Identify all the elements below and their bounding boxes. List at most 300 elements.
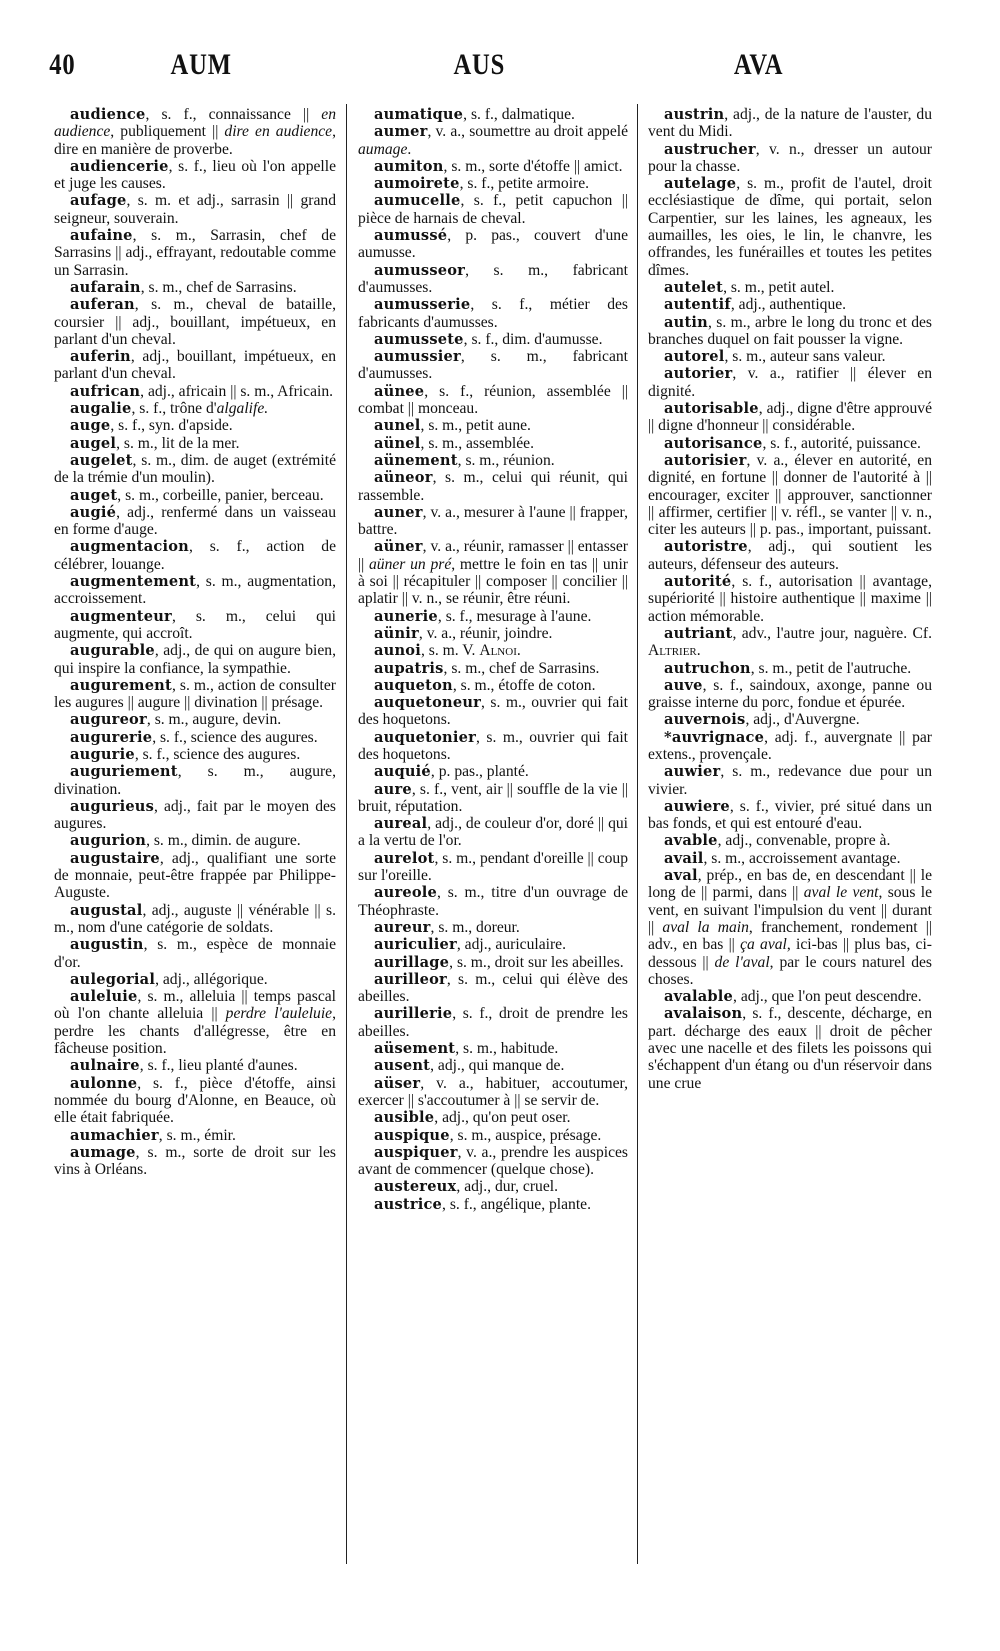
- definition-text: , adj., renfermé dans un vaisseau en forme d'auge.: [54, 503, 336, 539]
- definition-text: , s. m., ouvrier qui fait des hoquetons.: [358, 728, 628, 763]
- dictionary-entry: [358, 763, 628, 780]
- headword: ausible: [374, 1109, 435, 1127]
- definition-text: , s. f., trône d': [131, 400, 217, 418]
- definition-text: , s. m., celui qui élève des abeilles.: [358, 970, 628, 1006]
- headword: auget: [70, 486, 118, 504]
- small-caps-ref: Altrier: [648, 642, 697, 660]
- definition-text: , s. m., profit de l'autel, droit ecclésiastique de dîme, qui portait, selon Carpentier, sur les laines, les agneaux, les aumailles, les oies, le lin, le chanvre, les offrandes, les funérailles et toutes les petites dîmes.: [648, 175, 932, 279]
- definition-text: , p. pas., planté.: [430, 763, 529, 781]
- definition-text: , v. a., élever en autorité, en dignité, en fortune || donner de l'autorité à || encourager, exciter || approuver, sanctionner || affirmer, certifier || v. réfl., se vanter || v. n., citer les auteurs || p. pas., important, puissant.: [648, 451, 932, 539]
- dictionary-entry: [54, 192, 336, 227]
- dictionary-entry: [358, 331, 628, 348]
- definition-text: , s. m., celui qui augmente, qui accroît.: [54, 607, 336, 642]
- definition-text: , s. f., réunion, assemblée || combat || monceau.: [358, 382, 628, 418]
- dictionary-entry: [54, 158, 336, 193]
- dictionary-entry: [54, 487, 336, 504]
- definition-text: , adj. f., auvergnate || par extens., provençale.: [648, 728, 932, 763]
- page-number: 40: [49, 48, 76, 81]
- headword: auge: [70, 417, 111, 435]
- dictionary-entry: [648, 175, 932, 279]
- dictionary-entry: [358, 348, 628, 383]
- definition-text: , adj., convenable, propre à.: [717, 832, 891, 850]
- headword: aüneor: [374, 469, 433, 487]
- definition-text: , s. m., fabricant d'aumusses.: [358, 348, 628, 383]
- headword: autruchon: [664, 659, 751, 677]
- italic-phrase: perdre l'auleluie: [225, 1005, 333, 1023]
- column-divider: [637, 104, 638, 1564]
- dictionary-entry: [648, 348, 932, 365]
- definition-text: , s. f., droit de prendre les abeilles.: [358, 1005, 628, 1040]
- headword: augurement: [70, 676, 172, 694]
- dictionary-entry: [54, 417, 336, 434]
- headword: audiencerie: [70, 157, 169, 175]
- headword: aulegorial: [70, 970, 156, 988]
- definition-text: , s. m., augure, devin.: [146, 711, 282, 729]
- headword: aumussé: [374, 227, 448, 245]
- dictionary-entry: [358, 815, 628, 850]
- headword: aupatris: [374, 659, 444, 677]
- dictionary-entry: [358, 296, 628, 331]
- dictionary-entry: [358, 1005, 628, 1040]
- headword: augurieus: [70, 797, 155, 815]
- dictionary-entry: [54, 573, 336, 608]
- definition-text: , adj., qu'on peut oser.: [434, 1109, 571, 1127]
- dictionary-entry: [54, 850, 336, 902]
- headword: aunel: [374, 417, 421, 435]
- dictionary-entry: [648, 867, 932, 988]
- headword: auquié: [374, 763, 431, 781]
- definition-text: , s. m., réunion.: [457, 451, 555, 469]
- headword: autorité: [664, 573, 732, 591]
- headword: aure: [374, 780, 412, 798]
- dictionary-entry: [54, 936, 336, 971]
- definition-text: , s. f., descente, décharge, en part. décharge des eaux || droit de pêcher avec une nacelle et des filets les poissons qui s'échappent d'un étang ou d'un réservoir dans une crue: [648, 1005, 932, 1092]
- definition-text: , adj., qui manque de.: [430, 1057, 565, 1075]
- headword: austrin: [664, 106, 725, 123]
- headword: autelet: [664, 278, 724, 296]
- definition-text: , s. f., saindoux, axonge, panne ou graisse interne du porc, fondue et épurée.: [648, 676, 932, 712]
- header-right-guideword: AVA: [733, 48, 784, 81]
- header-middle-guideword: AUS: [453, 48, 506, 81]
- headword: aumusserie: [374, 296, 471, 314]
- dictionary-entry: [54, 227, 336, 279]
- definition-text: , adj., qui soutient les auteurs, défenseur des auteurs.: [648, 538, 932, 573]
- dictionary-entry: [648, 279, 932, 296]
- dictionary-entry: [648, 763, 932, 798]
- headword: avalaison: [664, 1005, 743, 1023]
- headword: aulonne: [70, 1074, 138, 1092]
- definition-text: , s. m., habitude.: [455, 1040, 559, 1058]
- dictionary-entry: [358, 1040, 628, 1057]
- headword: auriculier: [374, 936, 457, 954]
- dictionary-entry: [54, 971, 336, 988]
- headword: aumer: [374, 123, 428, 141]
- definition-text: , adj., africain || s. m., Africain.: [140, 382, 334, 400]
- headword: aurillerie: [374, 1005, 453, 1023]
- dictionary-entry: [54, 504, 336, 539]
- column-divider: [346, 104, 347, 1564]
- dictionary-entry: [54, 711, 336, 728]
- dictionary-entry: [648, 141, 932, 176]
- headword: auleluie: [70, 988, 138, 1006]
- headword: autoristre: [664, 538, 748, 556]
- column-middle: [358, 106, 628, 1213]
- headword: auguriement: [70, 763, 178, 781]
- headword: augmentacion: [70, 538, 189, 556]
- dictionary-entry: [648, 711, 932, 728]
- headword: avail: [664, 849, 704, 867]
- dictionary-entry: [648, 296, 932, 313]
- definition-text: , v. n., dresser un autour pour la chasse.: [648, 140, 932, 175]
- definition-text: , s. f., autorisation || avantage, supériorité || histoire authentique || maxime || action mémorable.: [648, 573, 932, 625]
- definition-text: , s. m., petit autel.: [723, 278, 835, 296]
- dictionary-entry: [54, 677, 336, 712]
- dictionary-entry: [358, 262, 628, 297]
- headword: augustin: [70, 936, 144, 954]
- definition-text: , s. m., corbeille, panier, berceau.: [117, 486, 324, 504]
- dictionary-entry: [648, 625, 932, 660]
- definition-text: , s. m., lit de la mer.: [116, 434, 240, 452]
- dictionary-entry: [358, 1075, 628, 1110]
- headword: aünement: [374, 451, 458, 469]
- dictionary-entry: [54, 1127, 336, 1144]
- headword: autorier: [664, 365, 733, 383]
- italic-phrase: dire en audience: [224, 123, 333, 141]
- headword: aüser: [374, 1074, 421, 1092]
- column-left: [54, 106, 336, 1178]
- headword: augurion: [70, 832, 147, 850]
- headword: autin: [664, 313, 708, 331]
- headword: augié: [70, 503, 117, 521]
- definition-text: , s. m., alleluia || temps pascal où l'on chante alleluia ||: [54, 988, 336, 1023]
- headword: audience: [70, 106, 146, 123]
- definition-text: , s. f., métier des fabricants d'aumusses.: [358, 296, 628, 331]
- headword: aumiton: [374, 157, 444, 175]
- headword: aunoi: [374, 642, 421, 660]
- definition-text: , s. m., celui qui réunit, qui rassemble.: [358, 469, 628, 504]
- headword: augmentement: [70, 573, 197, 591]
- definition-text: , s. m., étoffe de coton.: [452, 676, 596, 694]
- headword: aufarain: [70, 278, 141, 296]
- definition-text: , s. f., pièce d'étoffe, ainsi nommée du bourg d'Alonne, en Beauce, où elle était fabriquée.: [54, 1074, 336, 1127]
- definition-text: , s. f., vent, air || souffle de la vie || bruit, réputation.: [358, 780, 628, 815]
- definition-text: , s. m., assemblée.: [420, 434, 534, 452]
- dictionary-entry: [358, 694, 628, 729]
- dictionary-entry: [358, 538, 628, 607]
- definition-text: , s. m., pendant d'oreille || coup sur l'oreille.: [358, 849, 629, 885]
- definition-text: , adj., qualifiant une sorte de monnaie, peut-être frappée par Philippe-Auguste.: [54, 849, 336, 902]
- dictionary-entry: [358, 106, 628, 123]
- headword: autorel: [664, 348, 725, 366]
- headword: aurilleor: [374, 970, 447, 988]
- definition-text: , s. f., science des augures.: [134, 745, 301, 763]
- definition-text: .: [516, 642, 521, 660]
- dictionary-entry: [358, 1057, 628, 1074]
- definition-text: , s. m., cheval de bataille, coursier || adj., bouillant, impétueux, en parlant d'un cheval.: [54, 296, 336, 348]
- headword: auquetoneur: [374, 694, 482, 712]
- dictionary-entry: [358, 123, 628, 158]
- dictionary-entry: [648, 660, 932, 677]
- dictionary-entry: [358, 227, 628, 262]
- headword: austereux: [374, 1178, 457, 1196]
- dictionary-entry: [54, 296, 336, 348]
- dictionary-entry: [358, 971, 628, 1006]
- dictionary-entry: [358, 660, 628, 677]
- definition-text: , v. a., mesurer à l'aune || frapper, battre.: [358, 503, 628, 539]
- headword: auwier: [664, 763, 721, 781]
- definition-text: , s. m., redevance due pour un vivier.: [648, 763, 932, 798]
- definition-text: , adj., bouillant, impétueux, en parlant d'un cheval.: [54, 348, 336, 383]
- headword: *auvrignace: [664, 728, 765, 746]
- running-header: [0, 48, 820, 88]
- headword: ausent: [374, 1057, 431, 1075]
- headword: aureal: [374, 815, 428, 833]
- dictionary-entry: [54, 435, 336, 452]
- headword: aüner: [374, 538, 423, 556]
- dictionary-entry: [358, 1196, 628, 1213]
- headword: aünir: [374, 624, 419, 642]
- headword: aval: [664, 867, 698, 885]
- dictionary-entry: [358, 936, 628, 953]
- dictionary-entry: [54, 1075, 336, 1127]
- dictionary-entry: [358, 435, 628, 452]
- dictionary-entry: [54, 832, 336, 849]
- definition-text: , adj., allégorique.: [155, 970, 268, 988]
- headword: austrucher: [664, 140, 756, 158]
- definition-text: , ici-bas || plus bas, ci-dessous ||: [648, 936, 932, 971]
- headword: auferan: [70, 296, 135, 314]
- headword: aumatique: [374, 106, 464, 123]
- definition-text: , v. a., soumettre au droit appelé: [427, 123, 628, 141]
- definition-text: , franchement, rondement || adv., en bas ||: [648, 918, 932, 954]
- headword: auvernois: [664, 711, 746, 729]
- dictionary-entry: [54, 642, 336, 677]
- headword: augurie: [70, 745, 135, 763]
- dictionary-entry: [358, 175, 628, 192]
- italic-phrase: en audience: [54, 106, 336, 141]
- dictionary-entry: [358, 884, 628, 919]
- italic-phrase: aval la main: [662, 918, 749, 936]
- definition-text: , adj., dur, cruel.: [456, 1178, 558, 1196]
- headword: augurerie: [70, 728, 153, 746]
- headword: aumucelle: [374, 192, 461, 210]
- headword: aumussete: [374, 330, 464, 348]
- dictionary-entry: [358, 192, 628, 227]
- dictionary-entry: [648, 988, 932, 1005]
- dictionary-entry: [358, 452, 628, 469]
- definition-text: , s. f., dim. d'aumusse.: [463, 330, 603, 348]
- headword: autentif: [664, 296, 731, 314]
- definition-text: , s. f., connaissance ||: [145, 106, 322, 123]
- definition-text: , s. m., dimin. de augure.: [146, 832, 301, 850]
- dictionary-entry: [648, 798, 932, 833]
- definition-text: , s. m., chef de Sarrasins.: [443, 659, 600, 677]
- dictionary-entry: [54, 902, 336, 937]
- dictionary-entry: [54, 400, 336, 417]
- definition-text: , adj., que l'on peut descendre.: [733, 988, 922, 1006]
- dictionary-entry: [358, 1127, 628, 1144]
- headword: auferin: [70, 348, 131, 366]
- definition-text: , s. f., science des augures.: [152, 728, 318, 746]
- definition-text: , adj., de la nature de l'auster, du vent du Midi.: [648, 106, 932, 141]
- dictionary-entry: [648, 365, 932, 400]
- dictionary-entry: [648, 850, 932, 867]
- definition-text: , s. m., espèce de monnaie d'or.: [54, 936, 336, 971]
- definition-text: , publiquement ||: [110, 123, 225, 141]
- italic-phrase: de l'aval: [714, 953, 770, 971]
- dictionary-entry: [54, 279, 336, 296]
- definition-text: , s. m., chef de Sarrasins.: [140, 278, 297, 296]
- headword: aurelot: [374, 849, 435, 867]
- dictionary-entry: [358, 919, 628, 936]
- definition-text: , adj., fait par le moyen des augures.: [54, 797, 336, 833]
- definition-text: , s. m., accroissement avantage.: [703, 849, 901, 867]
- headword: autorisance: [664, 434, 763, 452]
- definition-text: , s. m., arbre le long du tronc et des branches duquel on fait pousser la vigne.: [648, 313, 932, 348]
- definition-text: , s. f., angélique, plante.: [442, 1195, 591, 1213]
- dictionary-entry: [358, 781, 628, 816]
- dictionary-entry: [54, 729, 336, 746]
- small-caps-ref: Alnoi: [479, 642, 517, 660]
- dictionary-entry: [54, 798, 336, 833]
- definition-text: , sous le vent, en suivant l'impulsion du vent || durant ||: [648, 884, 932, 936]
- definition-text: , s. m. V.: [420, 642, 480, 660]
- dictionary-entry: [358, 1144, 628, 1179]
- definition-text: , adj., d'Auvergne.: [745, 711, 860, 729]
- italic-phrase: ça aval: [740, 936, 787, 954]
- headword: auner: [374, 503, 423, 521]
- definition-text: , s. f., lieu où l'on appelle et juge les causes.: [54, 157, 336, 193]
- definition-text: , adj., auriculaire.: [456, 936, 566, 954]
- definition-text: , s. f., action de célébrer, louange.: [54, 538, 336, 573]
- headword: aumachier: [70, 1126, 159, 1144]
- dictionary-entry: [358, 625, 628, 642]
- definition-text: , s. f., petite armoire.: [459, 175, 590, 193]
- definition-text: , s. m., auteur sans valeur.: [724, 348, 886, 366]
- definition-text: , s. f., syn. d'apside.: [110, 417, 233, 435]
- dictionary-entry: [648, 435, 932, 452]
- headword: augustal: [70, 901, 143, 919]
- headword: augureor: [70, 711, 147, 729]
- definition-text: , s. m., titre d'un ouvrage de Théophraste.: [358, 884, 628, 919]
- dictionary-entry: [54, 1057, 336, 1074]
- definition-text: , v. a., réunir, joindre.: [418, 624, 553, 642]
- dictionary-entry: [648, 400, 932, 435]
- dictionary-entry: [648, 677, 932, 712]
- headword: aüsement: [374, 1040, 456, 1058]
- headword: autriant: [664, 624, 733, 642]
- dictionary-entry: [648, 538, 932, 573]
- headword: austrice: [374, 1195, 443, 1213]
- dictionary-entry: [358, 729, 628, 764]
- headword: augalie: [70, 400, 132, 418]
- italic-phrase: algalife.: [216, 400, 269, 418]
- dictionary-entry: [54, 538, 336, 573]
- definition-text: , perdre les chants d'allégresse, être en fâcheuse position.: [54, 1005, 336, 1058]
- headword: auspiquer: [374, 1143, 458, 1161]
- definition-text: , adj., de qui on augure bien, qui inspire la confiance, la sympathie.: [54, 642, 336, 677]
- definition-text: , p. pas., couvert d'une aumusse.: [358, 227, 628, 262]
- definition-text: , adj., de couleur d'or, doré || qui a la vertu de l'or.: [358, 815, 628, 850]
- definition-text: .: [696, 642, 701, 660]
- definition-text: , s. f., dalmatique.: [463, 106, 575, 123]
- dictionary-entry: [54, 1144, 336, 1179]
- dictionary-entry: [358, 504, 628, 539]
- dictionary-entry: [54, 106, 336, 158]
- definition-text: , adj., auguste || vénérable || s. m., nom d'une catégorie de soldats.: [54, 901, 336, 936]
- dictionary-entry: [648, 573, 932, 625]
- headword: aünel: [374, 434, 421, 452]
- definition-text: .: [407, 140, 412, 158]
- dictionary-entry: [54, 348, 336, 383]
- definition-text: , v. a., réunir, ramasser || entasser ||: [358, 538, 628, 573]
- dictionary-entry: [358, 469, 628, 504]
- definition-text: , v. a., ratifier || élever en dignité.: [648, 365, 932, 400]
- definition-text: , prép., en bas de, en descendant || le long de || parmi, dans ||: [648, 867, 932, 902]
- dictionary-entry: [54, 988, 336, 1057]
- definition-text: , par le cours naturel des choses.: [648, 953, 932, 988]
- definition-text: , s. f., mesurage à l'aune.: [437, 607, 592, 625]
- definition-text: , s. m., augmentation, accroissement.: [54, 573, 336, 608]
- headword: autorisier: [664, 451, 747, 469]
- definition-text: , s. m., petit de l'autruche.: [750, 659, 912, 677]
- headword: aumoirete: [374, 175, 460, 193]
- dictionary-entry: [54, 452, 336, 487]
- headword: autorisable: [664, 400, 759, 418]
- headword: auwiere: [664, 797, 730, 815]
- definition-text: , s. m., sorte d'étoffe || amict.: [443, 157, 623, 175]
- definition-text: , s. f., vivier, pré situé dans un bas fonds, et qui est entouré d'eau.: [648, 797, 932, 833]
- headword: aufaine: [70, 227, 133, 245]
- definition-text: , s. m., doreur.: [430, 918, 520, 936]
- definition-text: , s. m., ouvrier qui fait des hoquetons.: [358, 694, 628, 729]
- dictionary-entry: [648, 832, 932, 849]
- headword: aumussier: [374, 348, 461, 366]
- italic-phrase: aval le vent: [803, 884, 879, 902]
- headword: auve: [664, 676, 703, 694]
- dictionary-entry: [648, 729, 932, 764]
- dictionary-entry: [358, 1109, 628, 1126]
- header-left-guideword: AUM: [170, 48, 232, 81]
- dictionary-entry: [358, 677, 628, 694]
- headword: auqueton: [374, 676, 453, 694]
- headword: aumusseor: [374, 261, 466, 279]
- dictionary-entry: [648, 452, 932, 538]
- dictionary-entry: [648, 1005, 932, 1091]
- dictionary-entry: [358, 417, 628, 434]
- dictionary-entry: [358, 1178, 628, 1195]
- dictionary-entry: [54, 746, 336, 763]
- headword: avalable: [664, 988, 734, 1006]
- headword: aufrican: [70, 382, 141, 400]
- dictionary-entry: [648, 314, 932, 349]
- headword: aureole: [374, 884, 438, 902]
- dictionary-entry: [358, 642, 628, 659]
- headword: augel: [70, 434, 117, 452]
- dictionary-entry: [54, 383, 336, 400]
- definition-text: , s. f., lieu planté d'aunes.: [139, 1057, 298, 1075]
- definition-text: , s. m., petit aune.: [420, 417, 531, 435]
- column-right: [648, 106, 932, 1092]
- definition-text: , s. m., émir.: [158, 1126, 236, 1144]
- italic-phrase: aüner un pré: [369, 555, 452, 573]
- definition-text: , v. a., prendre les auspices avant de commencer (quelque chose).: [358, 1143, 628, 1179]
- definition-text: , v. a., habituer, accoutumer, exercer || s'accoutumer à || se servir de.: [358, 1074, 628, 1109]
- headword: augelet: [70, 451, 133, 469]
- definition-text: , adj., digne d'être approuvé || digne d'honneur || considérable.: [648, 400, 932, 435]
- definition-text: , s. m., auspice, présage.: [449, 1126, 602, 1144]
- headword: augmenteur: [70, 607, 172, 625]
